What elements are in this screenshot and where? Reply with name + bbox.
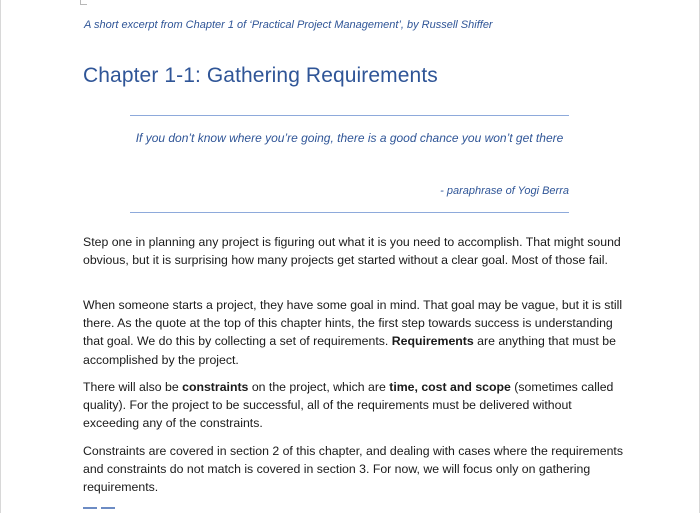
paragraph-text: There will also be <box>83 380 183 394</box>
margin-corner-mark <box>80 0 87 5</box>
cutoff-glyph <box>83 507 97 509</box>
paragraph-text: Step one in planning any project is figuring out what it is you need to accomplish. That might sound obvious, but it is surprising how many projects get started without a clear goal. Most of those fail. <box>83 235 621 268</box>
paragraph-text: are anything that must be accomplished by the project. <box>83 334 616 367</box>
paragraph-text: (sometimes called quality). For the project to be successful, all of the requirements must be delivered without exceeding any of the constraints. <box>83 380 614 431</box>
bold-term-constraints: constraints <box>182 380 249 394</box>
paragraph-text: When someone starts a project, they have some goal in mind. That goal may be vague, but it is still there. As the quote at the top of this chapter hints, the first step towards success is understanding that goal. We do this by collecting a set of requirements. <box>83 298 623 349</box>
cutoff-glyph <box>101 507 115 509</box>
quote-text: If you don’t know where you’re going, there is a good chance you won’t get there <box>135 131 564 145</box>
page-edge-left <box>0 0 1 513</box>
chapter-heading: Chapter 1-1: Gathering Requirements <box>83 64 438 87</box>
paragraph-text: on the project, which are <box>248 380 390 394</box>
bold-term-time-cost-scope: time, cost and scope <box>389 380 511 394</box>
intense-quote <box>130 115 569 213</box>
paragraph-text: Constraints are covered in section 2 of this chapter, and dealing with cases where the requirements and constraints do not match is covered in section 3. For now, we will focus only on gathering requirements. <box>83 444 623 495</box>
body-paragraph-1 <box>83 233 623 269</box>
bold-term-requirements: Requirements <box>391 334 474 349</box>
body-paragraph-2 <box>83 296 623 369</box>
next-heading-cutoff <box>83 505 143 509</box>
body-paragraph-4 <box>83 442 623 497</box>
body-paragraph-3 <box>83 378 623 433</box>
excerpt-line: A short excerpt from Chapter 1 of ‘Practical Project Management’, by Russell Shiffer <box>84 19 493 31</box>
quote-attribution: - paraphrase of Yogi Berra <box>440 185 569 197</box>
